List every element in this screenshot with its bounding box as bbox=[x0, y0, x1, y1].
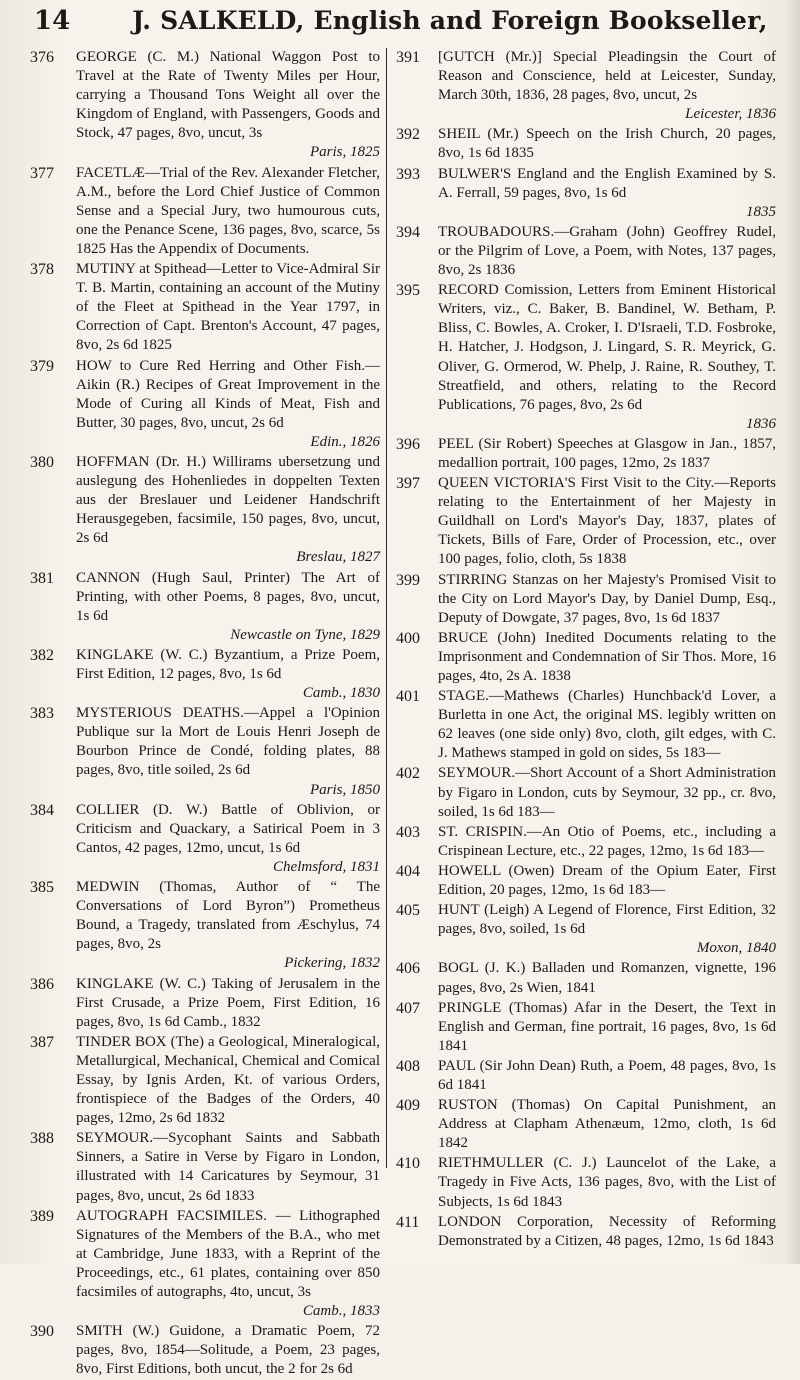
entry-text: SMITH (W.) Guidone, a Dramatic Poem, 72 pages, 8vo, 1854—Solitude, a Poem, 23 pages, 8vo, First Editions, both uncut, the 2 for 2s 6d bbox=[76, 1323, 380, 1378]
entry-description bbox=[76, 357, 380, 452]
entry-text: GEORGE (C. M.) National Waggon Post to Travel at the Rate of Twenty Miles per Hour, carrying a Thousand Tons Weight all over the Kingdom of England, with Passengers, Goods and Stock, 47 pages, 8vo, uncut, 3s bbox=[76, 49, 380, 142]
entry-description bbox=[76, 1033, 380, 1128]
entry-description bbox=[438, 223, 776, 280]
entry-description bbox=[438, 435, 776, 473]
entry-number: 385 bbox=[30, 879, 54, 897]
running-title: J. SALKELD, English and Foreign Bookseller, bbox=[132, 6, 768, 35]
catalogue-entry bbox=[396, 474, 776, 569]
entry-number: 380 bbox=[30, 453, 54, 471]
entry-text: MUTINY at Spithead—Letter to Vice-Admiral Sir T. B. Martin, containing an account of the Mutiny of the Fleet at Spithead in the Year 1797, in Correction of Capt. Brenton's Account, 47 pages, 8vo, 2s 6d 1825 bbox=[76, 261, 380, 354]
entry-description bbox=[76, 801, 380, 877]
catalogue-entry bbox=[396, 1213, 776, 1251]
catalogue-entry bbox=[396, 1096, 776, 1153]
entry-imprint: Paris, 1850 bbox=[309, 781, 380, 798]
entry-imprint: Edin., 1826 bbox=[310, 433, 380, 450]
catalogue-entry bbox=[396, 1154, 776, 1211]
entry-number: 396 bbox=[396, 435, 420, 453]
entry-text: PEEL (Sir Robert) Speeches at Glasgow in Jan., 1857, medallion portrait, 100 pages, 12mo, 2s 1837 bbox=[438, 435, 776, 471]
catalogue-entry bbox=[396, 764, 776, 821]
entry-text: QUEEN VICTORIA'S First Visit to the City.—Reports relating to the Entertainment of her Majesty in Guildhall on Lord's Mayor's Day, 1837, plates of Tickets, Bills of Fare, Order of Procession, etc., over 100 pages, folio, cloth, 5s 1838 bbox=[438, 475, 776, 568]
page-number: 14 bbox=[34, 6, 71, 36]
entry-text: HOFFMAN (Dr. H.) Willirams ubersetzung und auslegung des Hohenliedes in doppelten Texten aus der Breslauer und Leidener Handschrift Herausgegeben, facsimile, 150 pages, 8vo, uncut, 2s 6d bbox=[76, 453, 380, 547]
entry-number: 397 bbox=[396, 475, 420, 493]
entry-description bbox=[76, 878, 380, 973]
catalogue-entry bbox=[396, 901, 776, 958]
entry-description bbox=[76, 48, 380, 163]
entry-number: 386 bbox=[30, 975, 54, 993]
entry-imprint: Pickering, 1832 bbox=[284, 955, 380, 972]
catalogue-entry bbox=[30, 1129, 380, 1205]
entry-number: 391 bbox=[396, 49, 420, 66]
entry-description bbox=[76, 646, 380, 703]
right-column bbox=[396, 48, 776, 1252]
catalogue-entry bbox=[396, 571, 776, 628]
entry-number: 376 bbox=[30, 49, 54, 66]
entry-number: 395 bbox=[396, 282, 420, 300]
catalogue-entry bbox=[30, 975, 380, 1032]
entry-description bbox=[438, 1154, 776, 1211]
entry-text: BULWER'S England and the English Examined by S. A. Ferrall, 59 pages, 8vo, 1s 6d bbox=[438, 165, 776, 201]
entry-imprint: Breslau, 1827 bbox=[296, 549, 380, 566]
entry-number: 411 bbox=[396, 1213, 420, 1231]
entry-number: 379 bbox=[30, 357, 54, 375]
entry-text: AUTOGRAPH FACSIMILES. — Lithographed Signatures of the Members of the B.A., who met at Cambridge, June 1833, with a Reprint of the Proceedings, etc., 61 plates, containing over 850 facsimiles of autographs, 4to, uncut, 3s bbox=[76, 1207, 380, 1300]
entry-description bbox=[438, 823, 776, 861]
entry-text: RIETHMULLER (C. J.) Launcelot of the Lake, a Tragedy in Five Acts, 136 pages, 8vo, with the List of Subjects, 1s 6d 1843 bbox=[438, 1155, 776, 1210]
catalogue-entry bbox=[396, 165, 776, 222]
entry-text: SHEIL (Mr.) Speech on the Irish Church, 20 pages, 8vo, 1s 6d 1835 bbox=[438, 126, 776, 162]
entry-number: 403 bbox=[396, 823, 420, 841]
entry-description bbox=[438, 165, 776, 222]
entry-text: COLLIER (D. W.) Battle of Oblivion, or Criticism and Quackary, a Satirical Poem in 3 Cantos, 42 pages, 12mo, uncut, 1s 6d bbox=[76, 801, 380, 856]
entry-text: ST. CRISPIN.—An Otio of Poems, etc., including a Crispinean Lecture, etc., 22 pages, 12mo, 1s 6d 183— bbox=[438, 823, 776, 859]
entry-description bbox=[76, 260, 380, 355]
catalogue-entry bbox=[30, 1322, 380, 1379]
entry-text: TINDER BOX (The) a Geological, Mineralogical, Metallurgical, Mechanical, Chemical and Comical Essay, by Ignis Arden, Kt. of various Orders, frontispiece of the Badges of the Orders, 40 pages, 12mo, 2s 6d 1832 bbox=[76, 1033, 380, 1127]
column-divider bbox=[386, 48, 387, 1168]
entry-number: 394 bbox=[396, 223, 420, 241]
entry-number: 393 bbox=[396, 165, 420, 183]
entry-imprint: Chelmsford, 1831 bbox=[273, 858, 380, 875]
entry-text: BRUCE (John) Inedited Documents relating to the Imprisonment and Condemnation of Sir Thos. More, 16 pages, 4to, 2s A. 1838 bbox=[438, 629, 776, 684]
entry-number: 399 bbox=[396, 571, 420, 589]
catalogue-entry bbox=[396, 1057, 776, 1095]
entry-imprint: 1836 bbox=[746, 415, 776, 432]
entry-text: MEDWIN (Thomas, Author of “ The Conversations of Lord Byron”) Prometheus Bound, a Tragedy, translated from Æschylus, 74 pages, 8vo, 2s bbox=[76, 879, 380, 953]
catalogue-entry bbox=[30, 453, 380, 568]
entry-text: KINGLAKE (W. C.) Byzantium, a Prize Poem, First Edition, 12 pages, 8vo, 1s 6d bbox=[76, 646, 380, 682]
entry-text: PRINGLE (Thomas) Afar in the Desert, the Text in English and German, fine portrait, 16 pages, 8vo, 1s 6d 1841 bbox=[438, 999, 776, 1054]
entry-imprint: Paris, 1825 bbox=[309, 144, 380, 161]
entry-text: RECORD Comission, Letters from Eminent Historical Writers, viz., C. Baker, B. Bandinel, W. Betham, P. Bliss, C. Bowles, A. Croker, I. D'Israeli, T.D. Fosbroke, H. Hatcher, J. Hodgson, J. Lingard, S. R. Meyrick, G. Oliver, G. Ormerod, W. Phelp, J. Raine, R. Southey, T. Streatfield, and others, relating to the Record Publications, 76 pages, 8vo, 2s 6d bbox=[438, 282, 776, 413]
entry-description bbox=[76, 704, 380, 799]
entry-number: 383 bbox=[30, 705, 54, 723]
catalogue-entry bbox=[396, 687, 776, 763]
entry-number: 392 bbox=[396, 126, 420, 144]
catalogue-entry bbox=[30, 260, 380, 355]
catalogue-entry bbox=[396, 48, 776, 124]
catalogue-entry bbox=[30, 48, 380, 163]
entry-description bbox=[438, 1213, 776, 1251]
entry-number: 388 bbox=[30, 1130, 54, 1148]
entry-description bbox=[76, 1129, 380, 1205]
entry-text: SEYMOUR.—Short Account of a Short Administration by Figaro in London, cuts by Seymour, 32 pp., cr. 8vo, soiled, 1s 6d 183— bbox=[438, 765, 776, 820]
page-edge-shadow bbox=[786, 0, 800, 1264]
entry-text: BOGL (J. K.) Balladen und Romanzen, vignette, 196 pages, 8vo, 2s Wien, 1841 bbox=[438, 960, 776, 996]
entry-description bbox=[438, 1057, 776, 1095]
entry-number: 389 bbox=[30, 1207, 54, 1225]
entry-description bbox=[438, 571, 776, 628]
catalogue-entry bbox=[30, 704, 380, 799]
entry-description bbox=[76, 453, 380, 568]
catalogue-entry bbox=[396, 999, 776, 1056]
catalogue-entry bbox=[30, 1033, 380, 1128]
entry-number: 404 bbox=[396, 862, 420, 880]
entry-text: PAUL (Sir John Dean) Ruth, a Poem, 48 pages, 8vo, 1s 6d 1841 bbox=[438, 1057, 776, 1093]
catalogue-entry bbox=[396, 862, 776, 900]
entry-description bbox=[438, 281, 776, 434]
entry-description bbox=[438, 125, 776, 163]
catalogue-entry bbox=[30, 357, 380, 452]
entry-imprint: Leicester, 1836 bbox=[685, 106, 776, 123]
entry-description bbox=[76, 569, 380, 645]
entry-text: RUSTON (Thomas) On Capital Punishment, an Address at Clapham Athenæum, 12mo, cloth, 1s 6d 1842 bbox=[438, 1097, 776, 1152]
entry-number: 409 bbox=[396, 1097, 420, 1115]
catalogue-entry bbox=[396, 823, 776, 861]
catalogue-entry bbox=[30, 801, 380, 877]
entry-description bbox=[76, 975, 380, 1032]
entry-number: 381 bbox=[30, 569, 54, 587]
entry-number: 382 bbox=[30, 646, 54, 664]
entry-description bbox=[438, 764, 776, 821]
entry-description bbox=[438, 862, 776, 900]
entry-number: 384 bbox=[30, 801, 54, 819]
entry-text: FACETLÆ—Trial of the Rev. Alexander Fletcher, A.M., before the Lord Chief Justice of Common Sense and a Special Jury, two humourous cuts, one the Penance Scene, 136 pages, 8vo, scarce, 5s 1825 Has the Appendix of Documents. bbox=[76, 164, 380, 257]
entry-description bbox=[438, 999, 776, 1056]
entry-text: HOWELL (Owen) Dream of the Opium Eater, First Edition, 20 pages, 12mo, 1s 6d 183— bbox=[438, 862, 776, 899]
entry-number: 410 bbox=[396, 1155, 420, 1173]
entry-text: [GUTCH (Mr.)] Special Pleadingsin the Court of Reason and Conscience, held at Leicester, Sunday, March 30th, 1836, 28 pages, 8vo, uncut, 2s bbox=[438, 49, 776, 104]
entry-imprint: 1835 bbox=[746, 203, 776, 220]
entry-description bbox=[76, 1322, 380, 1379]
entry-text: TROUBADOURS.—Graham (John) Geoffrey Rudel, or the Pilgrim of Love, a Poem, with Notes, 137 pages, 8vo, 2s 1836 bbox=[438, 223, 776, 279]
entry-text: HOW to Cure Red Herring and Other Fish.—Aikin (R.) Recipes of Great Improvement in the Mode of Curing all Kinds of Meat, Fish and Butter, 30 pages, 8vo, uncut, 2s 6d bbox=[76, 357, 380, 431]
entry-description bbox=[438, 959, 776, 997]
entry-imprint: Camb., 1830 bbox=[302, 685, 380, 702]
entry-text: MYSTERIOUS DEATHS.—Appel a l'Opinion Publique sur la Mort de Louis Henri Joseph de Bourbon Prince de Condé, folding plates, 88 pages, 8vo, title soiled, 2s 6d bbox=[76, 705, 380, 779]
catalogue-entry bbox=[396, 959, 776, 997]
catalogue-entry bbox=[396, 629, 776, 686]
entry-number: 387 bbox=[30, 1033, 54, 1051]
left-column bbox=[30, 48, 380, 1380]
entry-number: 390 bbox=[30, 1323, 54, 1341]
entry-number: 400 bbox=[396, 629, 420, 647]
entry-text: CANNON (Hugh Saul, Printer) The Art of Printing, with other Poems, 8 pages, 8vo, uncut, 1s 6d bbox=[76, 569, 380, 624]
catalogue-entry bbox=[396, 281, 776, 434]
entry-number: 378 bbox=[30, 261, 54, 279]
entry-number: 405 bbox=[396, 902, 420, 920]
entry-text: LONDON Corporation, Necessity of Reforming Demonstrated by a Citizen, 48 pages, 12mo, 1s 6d 1843 bbox=[438, 1213, 776, 1249]
entry-number: 408 bbox=[396, 1057, 420, 1075]
catalogue-entry bbox=[396, 125, 776, 163]
entry-imprint: Newcastle on Tyne, 1829 bbox=[230, 626, 380, 643]
entry-number: 407 bbox=[396, 999, 420, 1017]
entry-description bbox=[438, 48, 776, 124]
entry-description bbox=[438, 629, 776, 686]
catalogue-entry bbox=[30, 164, 380, 259]
entry-description bbox=[438, 901, 776, 958]
page-header bbox=[20, 6, 780, 36]
entry-imprint: Camb., 1833 bbox=[302, 1303, 380, 1320]
catalogue-entry bbox=[30, 878, 380, 973]
entry-text: STIRRING Stanzas on her Majesty's Promised Visit to the City on Lord Mayor's Day, by Daniel Dump, Esq., Deputy of Dowgate, 37 pages, 8vo, 1s 6d 1837 bbox=[438, 571, 776, 626]
catalogue-entry bbox=[30, 646, 380, 703]
entry-description bbox=[438, 474, 776, 569]
entry-text: STAGE.—Mathews (Charles) Hunchback'd Lover, a Burletta in one Act, the original MS. legibly written on 62 leaves (one side only) 8vo, cloth, gilt edges, with C. J. Mathews stamped in gold on sides, 5s 183— bbox=[438, 688, 776, 762]
entry-text: KINGLAKE (W. C.) Taking of Jerusalem in the First Crusade, a Prize Poem, First Edition, 16 pages, 8vo, 1s 6d Camb., 1832 bbox=[76, 975, 380, 1030]
catalogue-entry bbox=[396, 435, 776, 473]
entry-text: HUNT (Leigh) A Legend of Florence, First Edition, 32 pages, 8vo, soiled, 1s 6d bbox=[438, 902, 776, 938]
entry-number: 401 bbox=[396, 688, 420, 706]
entry-number: 377 bbox=[30, 164, 54, 182]
entry-number: 406 bbox=[396, 960, 420, 978]
entry-text: SEYMOUR.—Sycophant Saints and Sabbath Sinners, a Satire in Verse by Figaro in London, illustrated with 14 Caricatures by Seymour, 31 pages, 8vo, uncut, 2s 6d 1833 bbox=[76, 1130, 380, 1204]
catalogue-entry bbox=[396, 223, 776, 280]
entry-description bbox=[76, 164, 380, 259]
entry-imprint: Moxon, 1840 bbox=[696, 940, 776, 957]
entry-description bbox=[438, 687, 776, 763]
entry-description bbox=[438, 1096, 776, 1153]
entry-number: 402 bbox=[396, 765, 420, 783]
catalogue-entry bbox=[30, 569, 380, 645]
